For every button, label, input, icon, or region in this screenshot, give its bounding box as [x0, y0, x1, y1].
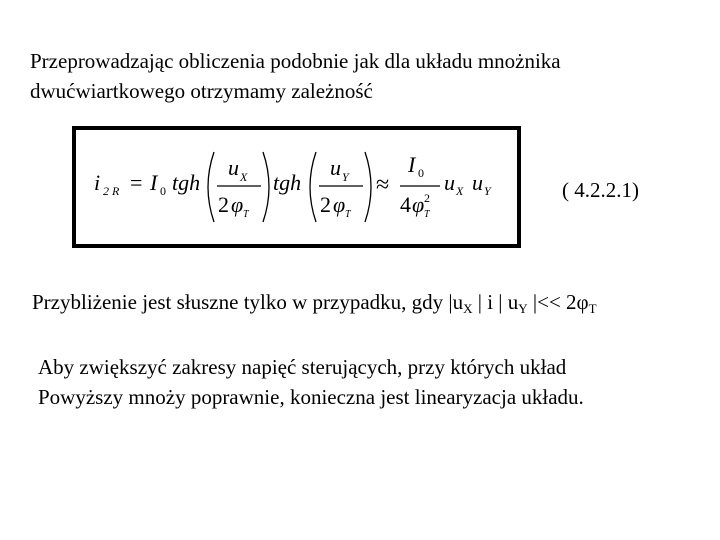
formula-sub-x-2: X — [456, 184, 464, 198]
condition-sub-x: X — [463, 301, 473, 316]
formula-two-2: 2 — [320, 192, 331, 217]
formula-paren-open-2 — [310, 152, 316, 222]
condition-middle: | i | u — [472, 290, 519, 314]
formula-box — [72, 126, 521, 248]
formula-two-1: 2 — [218, 192, 229, 217]
formula-sub-x-1: X — [240, 170, 248, 184]
formula-sub-2r: 2 R — [103, 184, 120, 198]
formula-tgh-1: tgh — [172, 170, 201, 195]
conclusion-paragraph: Aby zwiększyć zakresy napięć sterujących, przy których układ Powyższy mnoży poprawnie, konieczna jest linearyzacja układu. — [38, 355, 584, 409]
formula-equation — [76, 130, 517, 244]
formula-sub-t-1: T — [243, 209, 249, 220]
formula-u-x-num: u — [228, 155, 239, 180]
formula-sub-y-2: Y — [484, 184, 491, 198]
formula-phi-3: φ — [412, 192, 425, 217]
formula-u-y: u — [472, 170, 483, 195]
formula-u-x: u — [444, 170, 455, 195]
formula-u-y-num: u — [330, 155, 341, 180]
formula-i: i — [94, 170, 101, 195]
formula-approx: ≈ — [376, 172, 390, 198]
formula-paren-close-1 — [263, 152, 269, 222]
formula-I0: I — [150, 170, 158, 195]
formula-sub-0: 0 — [160, 184, 166, 198]
condition-line — [32, 290, 597, 317]
formula-sub-0-num: 0 — [418, 166, 424, 180]
formula-four: 4 — [400, 192, 411, 217]
condition-suffix: |<< 2φ — [527, 290, 589, 314]
formula-phi-1: φ — [231, 192, 244, 217]
formula-paren-open-1 — [208, 152, 214, 222]
condition-sub-t: T — [588, 301, 597, 316]
formula-sub-t-3: T — [424, 209, 430, 220]
intro-paragraph: Przeprowadzając obliczenia podobnie jak dla układu mnożnika dwućwiartkowego otrzymamy zależność — [30, 49, 561, 103]
formula-phi-2: φ — [333, 192, 346, 217]
formula-sub-t-2: T — [345, 209, 351, 220]
formula-I0-num: I — [408, 152, 416, 177]
formula-paren-close-2 — [365, 152, 371, 222]
formula-tgh-2: tgh — [273, 170, 302, 195]
formula-sup-2: 2 — [424, 191, 430, 205]
equation-number: ( 4.2.2.1) — [562, 178, 639, 202]
condition-sub-y: Y — [518, 301, 528, 316]
formula-equals: = — [130, 170, 143, 195]
condition-prefix: Przybliżenie jest słuszne tylko w przypadku, gdy |u — [32, 290, 464, 314]
formula-sub-y-1: Y — [342, 170, 349, 184]
